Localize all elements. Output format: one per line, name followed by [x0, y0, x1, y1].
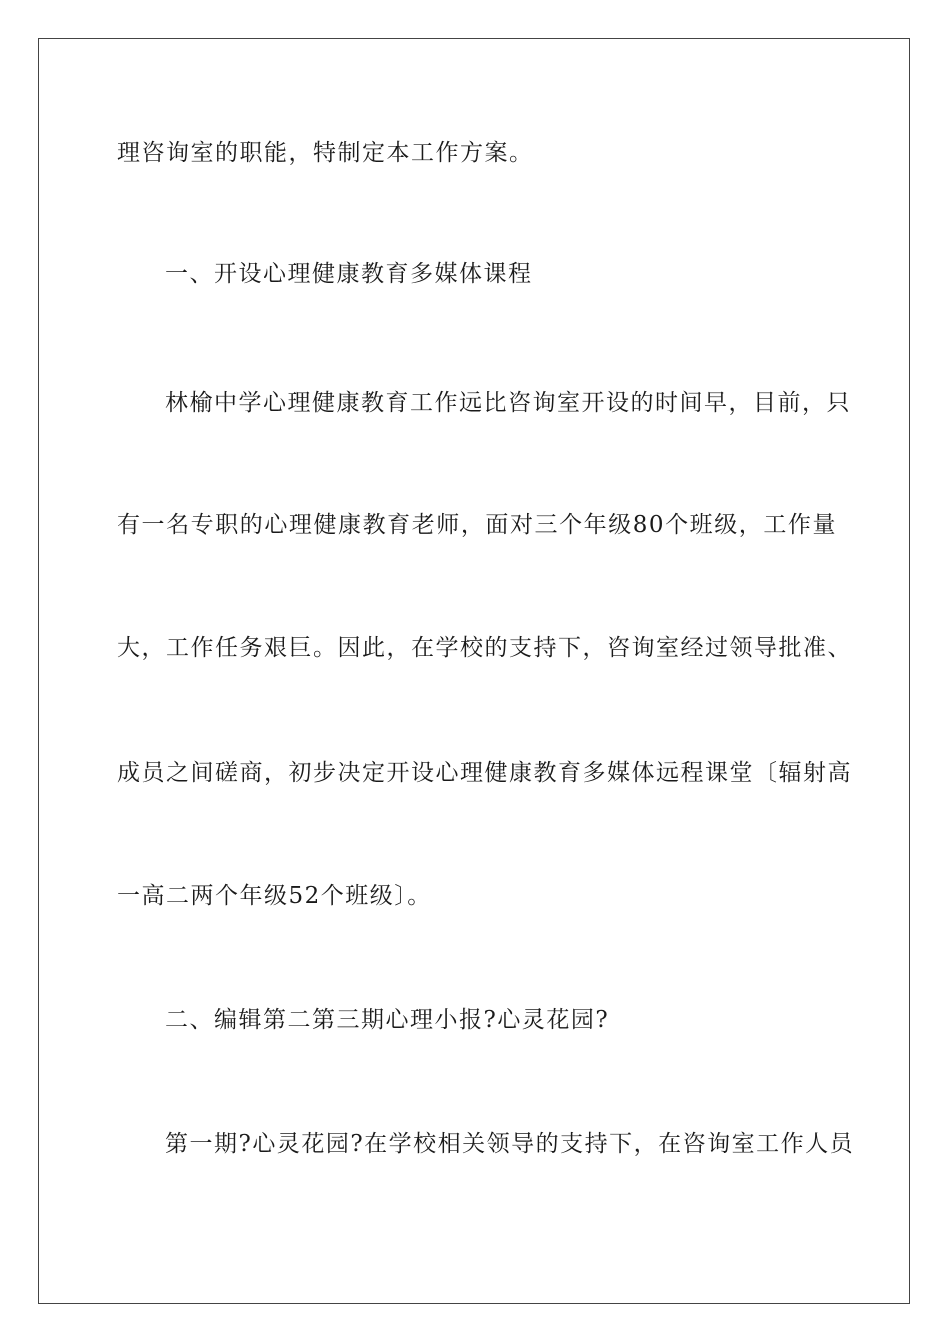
- page-border: [38, 38, 910, 1304]
- paragraph-line: 成员之间磋商，初步决定开设心理健康教育多媒体远程课堂〔辐射高: [117, 760, 852, 786]
- section-heading-2: 二、编辑第二第三期心理小报?心灵花园?: [165, 1007, 610, 1033]
- paragraph-line: 林榆中学心理健康教育工作远比咨询室开设的时间早，目前，只: [165, 390, 851, 416]
- paragraph-line: 大，工作任务艰巨。因此，在学校的支持下，咨询室经过领导批准、: [117, 635, 852, 661]
- section-heading-1: 一、开设心理健康教育多媒体课程: [165, 261, 533, 287]
- paragraph-line: 第一期?心灵花园?在学校相关领导的支持下，在咨询室工作人员: [165, 1131, 855, 1157]
- paragraph-line: 一高二两个年级52个班级〕。: [117, 883, 432, 909]
- paragraph-line: 理咨询室的职能，特制定本工作方案。: [117, 140, 534, 166]
- paragraph-line: 有一名专职的心理健康教育老师，面对三个年级80个班级，工作量: [117, 512, 837, 538]
